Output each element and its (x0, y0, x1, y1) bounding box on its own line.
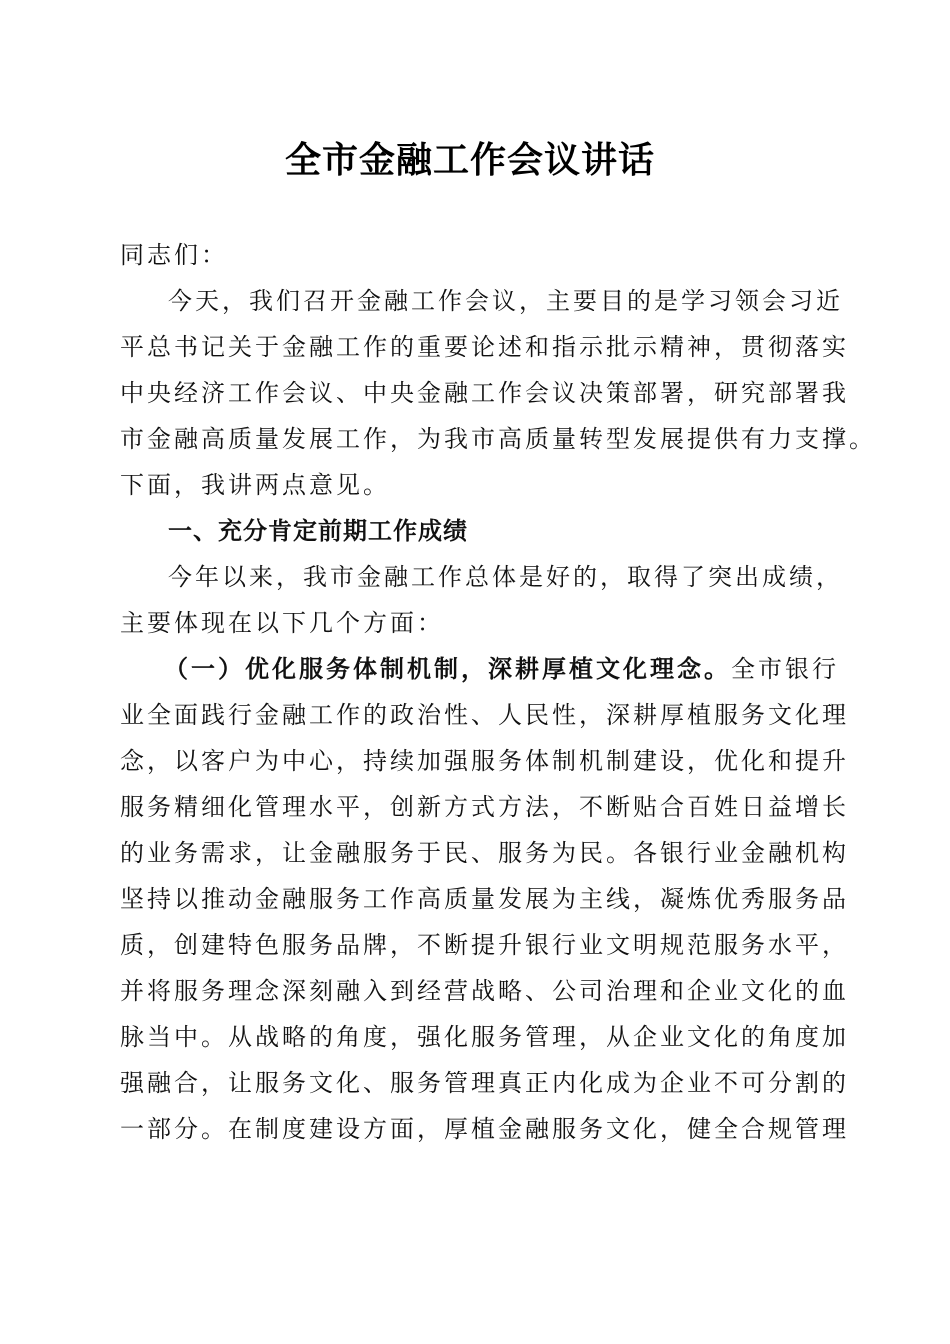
paragraph-line: 下面，我讲两点意见。 (120, 471, 390, 499)
paragraph-line: 今天，我们召开金融工作会议，主要目的是学习领会习近 (168, 287, 843, 315)
salutation: 同志们： (120, 241, 228, 269)
paragraph-line: 市金融高质量发展工作，为我市高质量转型发展提供有力支撑。 (120, 425, 876, 453)
paragraph-line: 强融合，让服务文化、服务管理真正内化成为企业不可分割的 (120, 1069, 849, 1097)
paragraph-line: 中央经济工作会议、中央金融工作会议决策部署，研究部署我 (120, 379, 849, 407)
paragraph-line: 一部分。在制度建设方面，厚植金融服务文化，健全合规管理 (120, 1115, 849, 1143)
paragraph-line: 脉当中。从战略的角度，强化服务管理，从企业文化的角度加 (120, 1023, 849, 1051)
subsection-text: 全市银行 (731, 655, 839, 683)
subsection-line (164, 646, 839, 692)
paragraph-line: 今年以来，我市金融工作总体是好的，取得了突出成绩， (168, 563, 843, 591)
paragraph-line: 平总书记关于金融工作的重要论述和指示批示精神，贯彻落实 (120, 333, 849, 361)
paragraph-line: 并将服务理念深刻融入到经营战略、公司治理和企业文化的血 (120, 977, 849, 1005)
document-title: 全市金融工作会议讲话 (284, 139, 655, 181)
paragraph-line: 质，创建特色服务品牌，不断提升银行业文明规范服务水平， (120, 931, 849, 959)
paragraph-line: 服务精细化管理水平，创新方式方法，不断贴合百姓日益增长 (120, 793, 849, 821)
paragraph-line: 的业务需求，让金融服务于民、服务为民。各银行业金融机构 (120, 839, 849, 867)
subsection-heading: （一）优化服务体制机制，深耕厚植文化理念。 (164, 655, 731, 683)
section-heading: 一、充分肯定前期工作成绩 (168, 517, 468, 545)
paragraph-line: 坚持以推动金融服务工作高质量发展为主线，凝炼优秀服务品 (120, 885, 849, 913)
paragraph-line: 业全面践行金融工作的政治性、人民性，深耕厚植服务文化理 (120, 701, 849, 729)
paragraph-line: 主要体现在以下几个方面： (120, 609, 444, 637)
paragraph-line: 念，以客户为中心，持续加强服务体制机制建设，优化和提升 (120, 747, 849, 775)
